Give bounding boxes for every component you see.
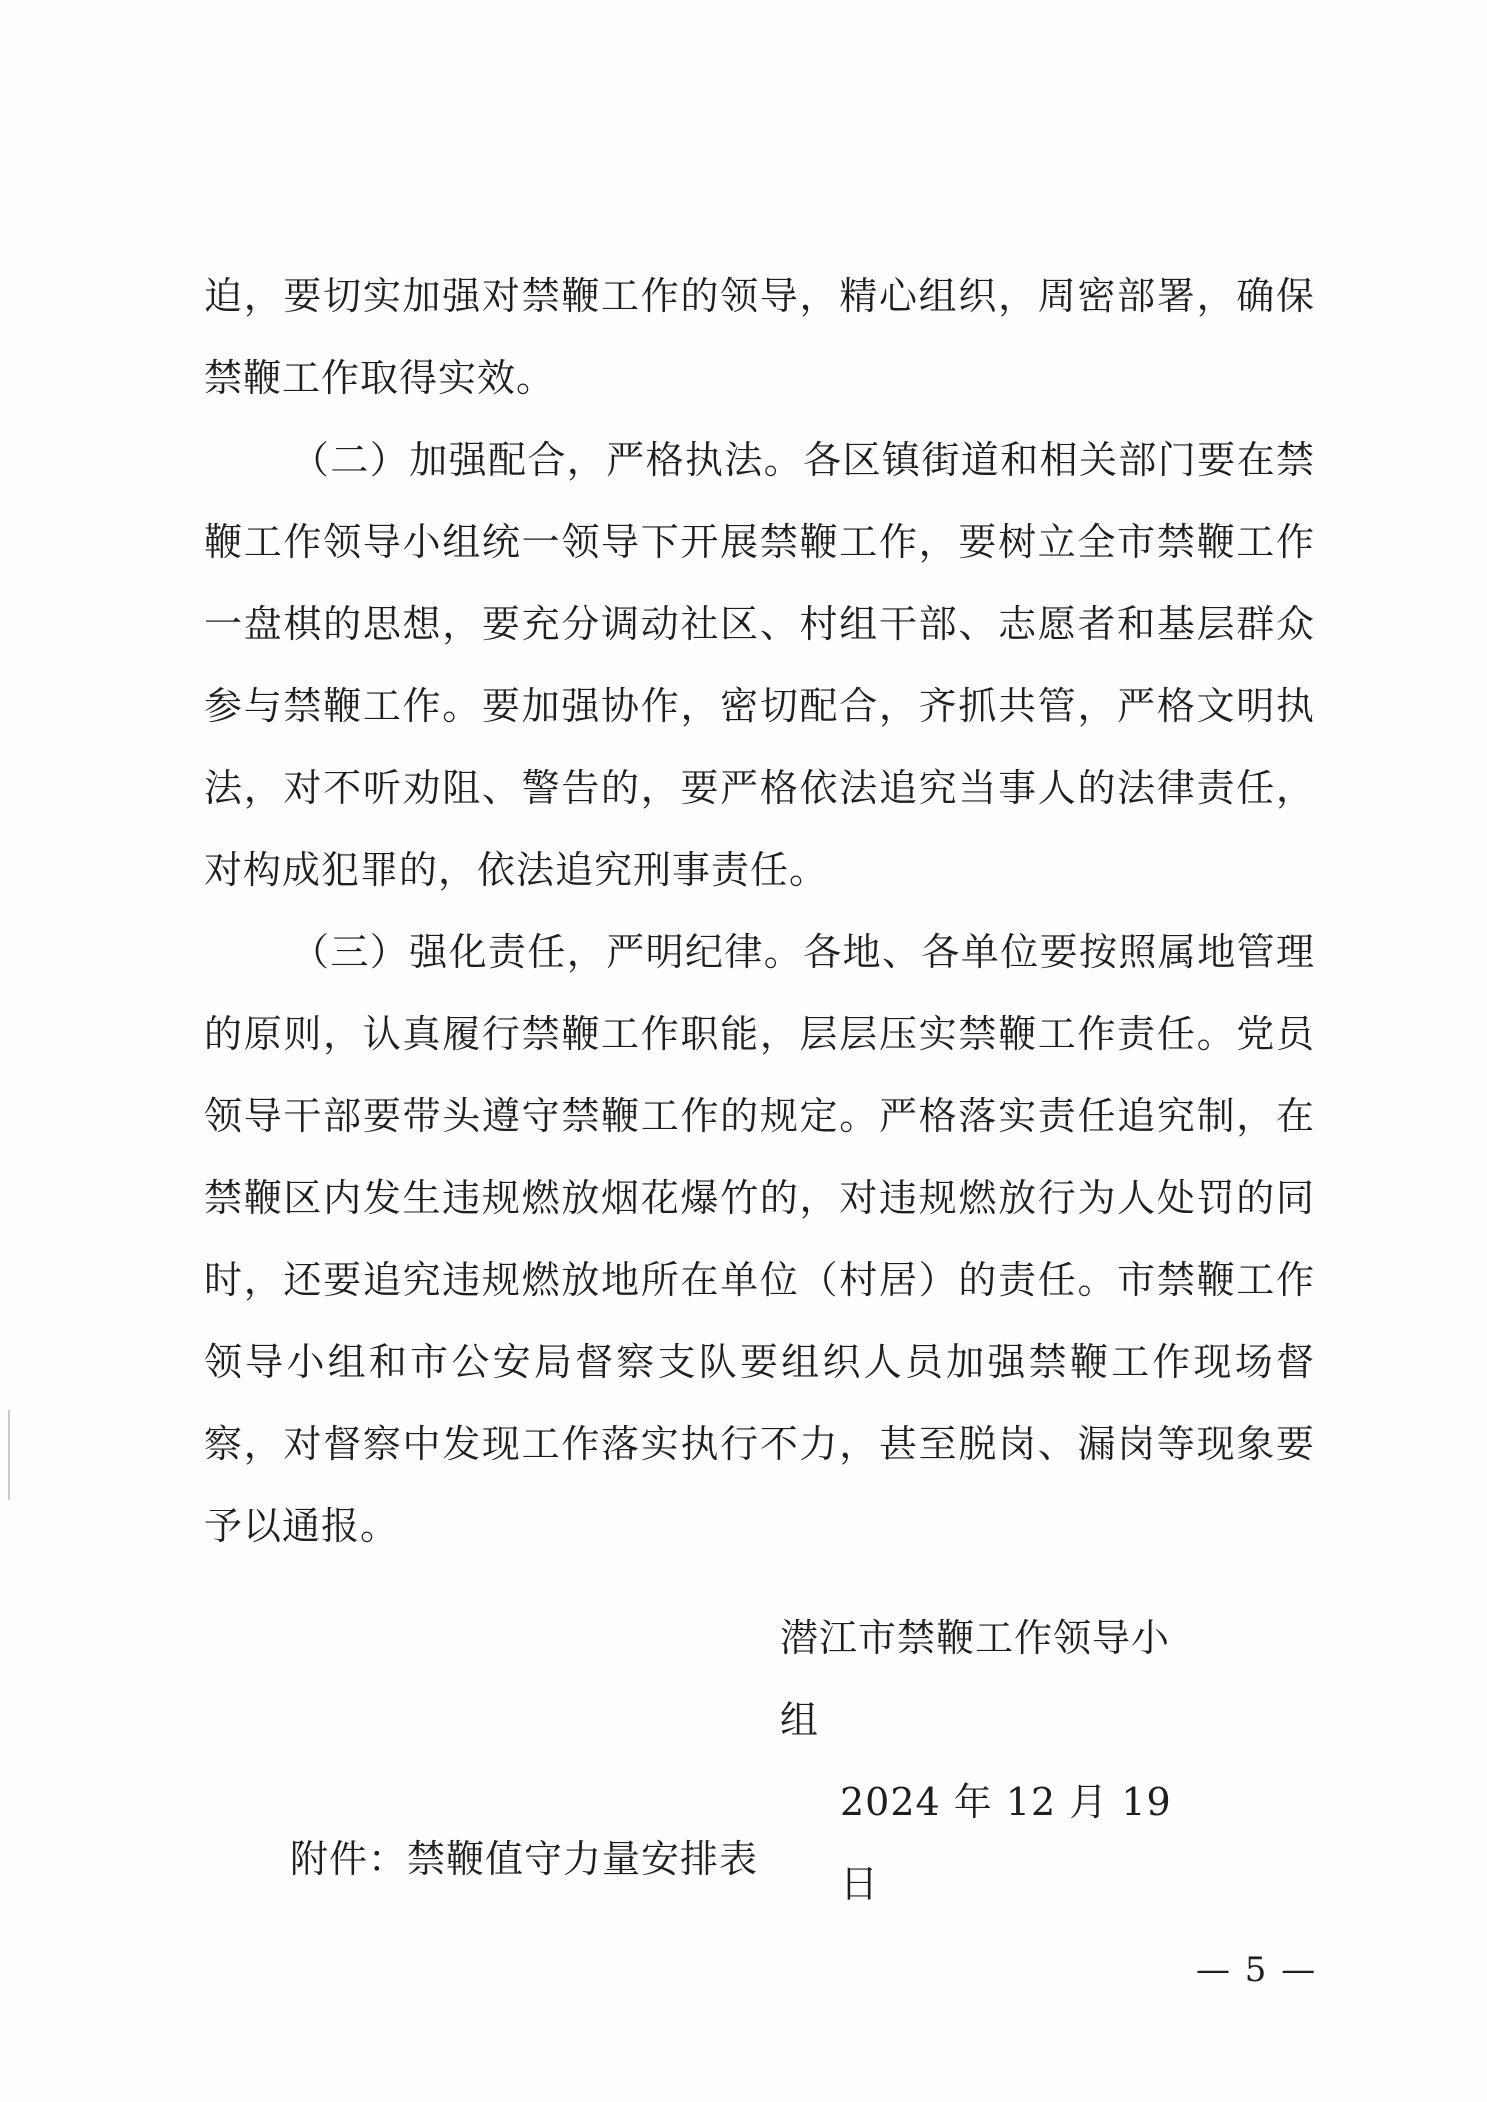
signature-date: 2024 年 12 月 19 日 <box>840 1780 1172 1906</box>
paragraph-section-3: （三）强化责任，严明纪律。各地、各单位要按照属地管理的原则，认真履行禁鞭工作职能，层层压实禁鞭工作责任。党员领导干部要带头遵守禁鞭工作的规定。严格落实责任追究制，在禁鞭区内发生违规燃放烟花爆竹的，对违规燃放行为人处罚的同时，还要追究违规燃放地所在单位（村居）的责任。市禁鞭工作领导小组和市公安局督察支队要组织人员加强禁鞭工作现场督察，对督察中发现工作落实执行不力，甚至脱岗、漏岗等现象要予以通报。 <box>204 930 1315 1548</box>
signature-organization: 潜江市禁鞭工作领导小组 <box>780 1616 1171 1742</box>
signature-block <box>780 1597 1200 1925</box>
body-text <box>204 255 1315 1567</box>
attachment-note: 附件：禁鞭值守力量安排表 <box>290 1837 759 1881</box>
paragraph-continuation: 迫，要切实加强对禁鞭工作的领导，精心组织，周密部署，确保禁鞭工作取得实效。 <box>204 274 1315 400</box>
paragraph-section-2: （二）加强配合，严格执法。各区镇街道和相关部门要在禁鞭工作领导小组统一领导下开展禁鞭工作，要树立全市禁鞭工作一盘棋的思想，要充分调动社区、村组干部、志愿者和基层群众参与禁鞭工作。要加强协作，密切配合，齐抓共管，严格文明执法，对不听劝阻、警告的，要严格依法追究当事人的法律责任，对构成犯罪的，依法追究刑事责任。 <box>204 438 1315 892</box>
scan-margin-mark <box>8 1410 10 1500</box>
page-number: — 5 — <box>1196 1950 1318 1990</box>
